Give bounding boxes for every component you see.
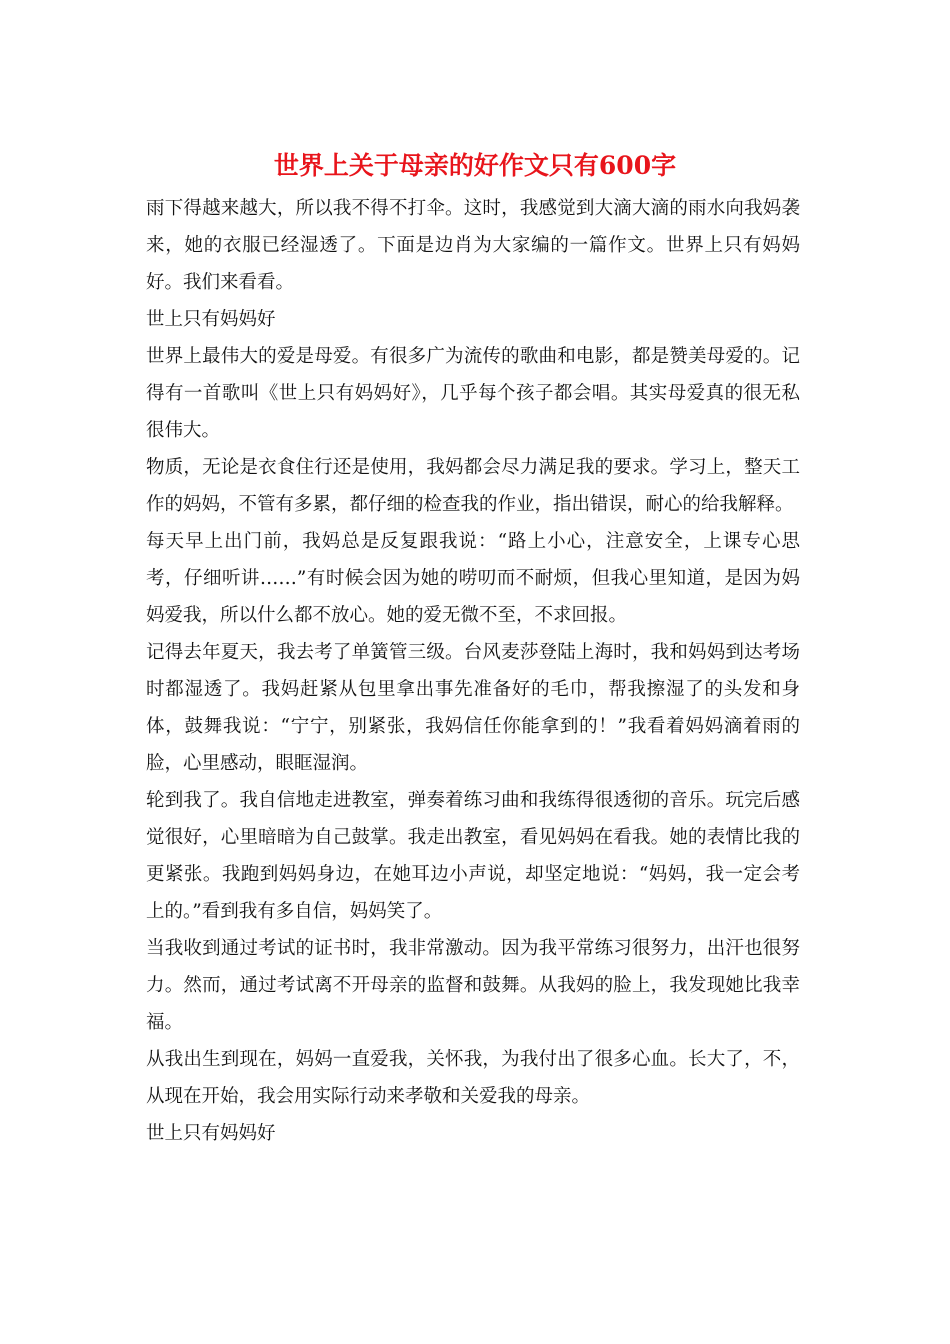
paragraph-conclusion: 从我出生到现在，妈妈一直爱我，关怀我，为我付出了很多心血。长大了，不，从现在开始，我会用实际行动来孝敬和关爱我的母亲。 — [146, 1049, 800, 1107]
paragraph-subheading: 世上只有妈妈好 — [146, 309, 276, 330]
paragraph-material: 物质，无论是衣食住行还是使用，我妈都会尽力满足我的要求。学习上，整天工作的妈妈，不管有多累，都仔细的检查我的作业，指出错误，耐心的给我解释。 — [146, 457, 800, 515]
paragraph-morning: 每天早上出门前，我妈总是反复跟我说：“路上小心，注意安全，上课专心思考，仔细听讲……”有时候会因为她的唠叨而不耐烦，但我心里知道，是因为妈妈爱我，所以什么都不放心。她的爱无微不至，不求回报。 — [146, 531, 800, 626]
paragraph-my-turn: 轮到我了。我自信地走进教室，弹奏着练习曲和我练得很透彻的音乐。玩完后感觉很好，心里暗暗为自己鼓掌。我走出教室，看见妈妈在看我。她的表情比我的更紧张。我跑到妈妈身边，在她耳边小声说，却坚定地说：“妈妈，我一定会考上的。”看到我有多自信，妈妈笑了。 — [146, 790, 800, 922]
paragraph-exam-day: 记得去年夏天，我去考了单簧管三级。台风麦莎登陆上海时，我和妈妈到达考场时都湿透了。我妈赶紧从包里拿出事先准备好的毛巾，帮我擦湿了的头发和身体，鼓舞我说：“宁宁，别紧张，我妈信任你能拿到的！”我看着妈妈滴着雨的脸，心里感动，眼眶湿润。 — [146, 642, 800, 774]
document-body — [146, 190, 800, 1152]
paragraph-motherly-love: 世界上最伟大的爱是母爱。有很多广为流传的歌曲和电影，都是赞美母爱的。记得有一首歌叫《世上只有妈妈好》，几乎每个孩子都会唱。其实母爱真的很无私很伟大。 — [146, 346, 800, 441]
paragraph-closing: 世上只有妈妈好 — [146, 1123, 276, 1144]
document-title: 世界上关于母亲的好作文只有600字 — [273, 151, 677, 180]
paragraph-certificate: 当我收到通过考试的证书时，我非常激动。因为我平常练习很努力，出汗也很努力。然而，通过考试离不开母亲的监督和鼓舞。从我妈的脸上，我发现她比我幸福。 — [146, 938, 800, 1033]
paragraph-intro: 雨下得越来越大，所以我不得不打伞。这时，我感觉到大滴大滴的雨水向我妈袭来，她的衣服已经湿透了。下面是边肖为大家编的一篇作文。世界上只有妈妈好。我们来看看。 — [146, 198, 800, 293]
